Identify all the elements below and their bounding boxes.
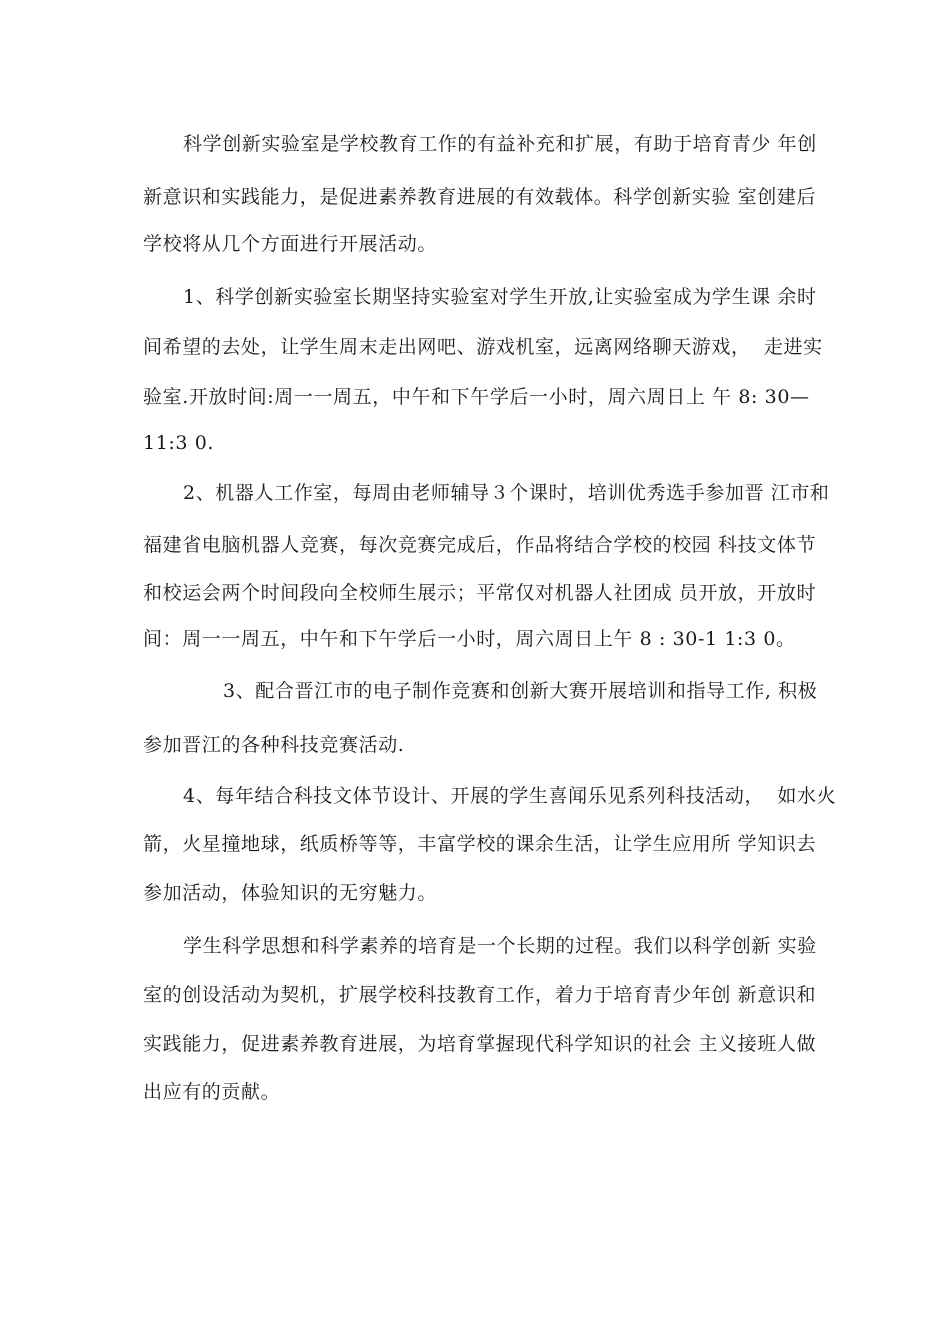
text-line: 室的创设活动为契机，扩展学校科技教育工作，着力于培育青少年创 新意识和 <box>143 984 817 1006</box>
text-line: 参加活动，体验知识的无穷魅力。 <box>143 882 438 904</box>
text-line: 4、每年结合科技文体节设计、开展的学生喜闻乐见系列科技活动， 如水火 <box>183 785 837 807</box>
text-line: 1、科学创新实验室长期坚持实验室对学生开放,让实验室成为学生课 余时 <box>183 286 817 308</box>
text-line: 2、机器人工作室，每周由老师辅导３个课时，培训优秀选手参加晋 江市和 <box>183 482 830 504</box>
text-line: 福建省电脑机器人竞赛，每次竞赛完成后，作品将结合学校的校园 科技文体节 <box>143 534 817 556</box>
text-line: 实践能力，促进素养教育进展，为培育掌握现代科学知识的社会 主义接班人做 <box>143 1033 817 1055</box>
text-line: 学生科学思想和科学素养的培育是一个长期的过程。我们以科学创新 实验 <box>183 935 817 957</box>
text-line: 和校运会两个时间段向全校师生展示；平常仅对机器人社团成 员开放，开放时 <box>143 582 817 604</box>
text-line: 箭，火星撞地球，纸质桥等等，丰富学校的课余生活，让学生应用所 学知识去 <box>143 833 817 855</box>
text-line: 学校将从几个方面进行开展活动。 <box>143 233 438 255</box>
text-line: 新意识和实践能力，是促进素养教育进展的有效载体。科学创新实验 室创建后 <box>143 186 817 208</box>
text-line: 科学创新实验室是学校教育工作的有益补充和扩展，有助于培育青少 年创 <box>183 133 817 155</box>
text-line: 出应有的贡献。 <box>143 1081 281 1103</box>
text-line: 间希望的去处，让学生周末走出网吧、游戏机室，远离网络聊天游戏， 走进实 <box>143 336 823 358</box>
text-line: 验室.开放时间:周一一周五，中午和下午学后一小时，周六周日上 午 8: 30— <box>143 386 810 408</box>
text-line: 间：周一一周五，中午和下午学后一小时，周六周日上午 8 : 30-1 1:3 0。 <box>143 628 796 650</box>
text-line: 参加晋江的各种科技竞赛活动. <box>143 734 405 756</box>
text-line: 11:3 0. <box>143 432 215 454</box>
text-line: 3、配合晋江市的电子制作竞赛和创新大赛开展培训和指导工作, 积极 <box>223 680 818 702</box>
